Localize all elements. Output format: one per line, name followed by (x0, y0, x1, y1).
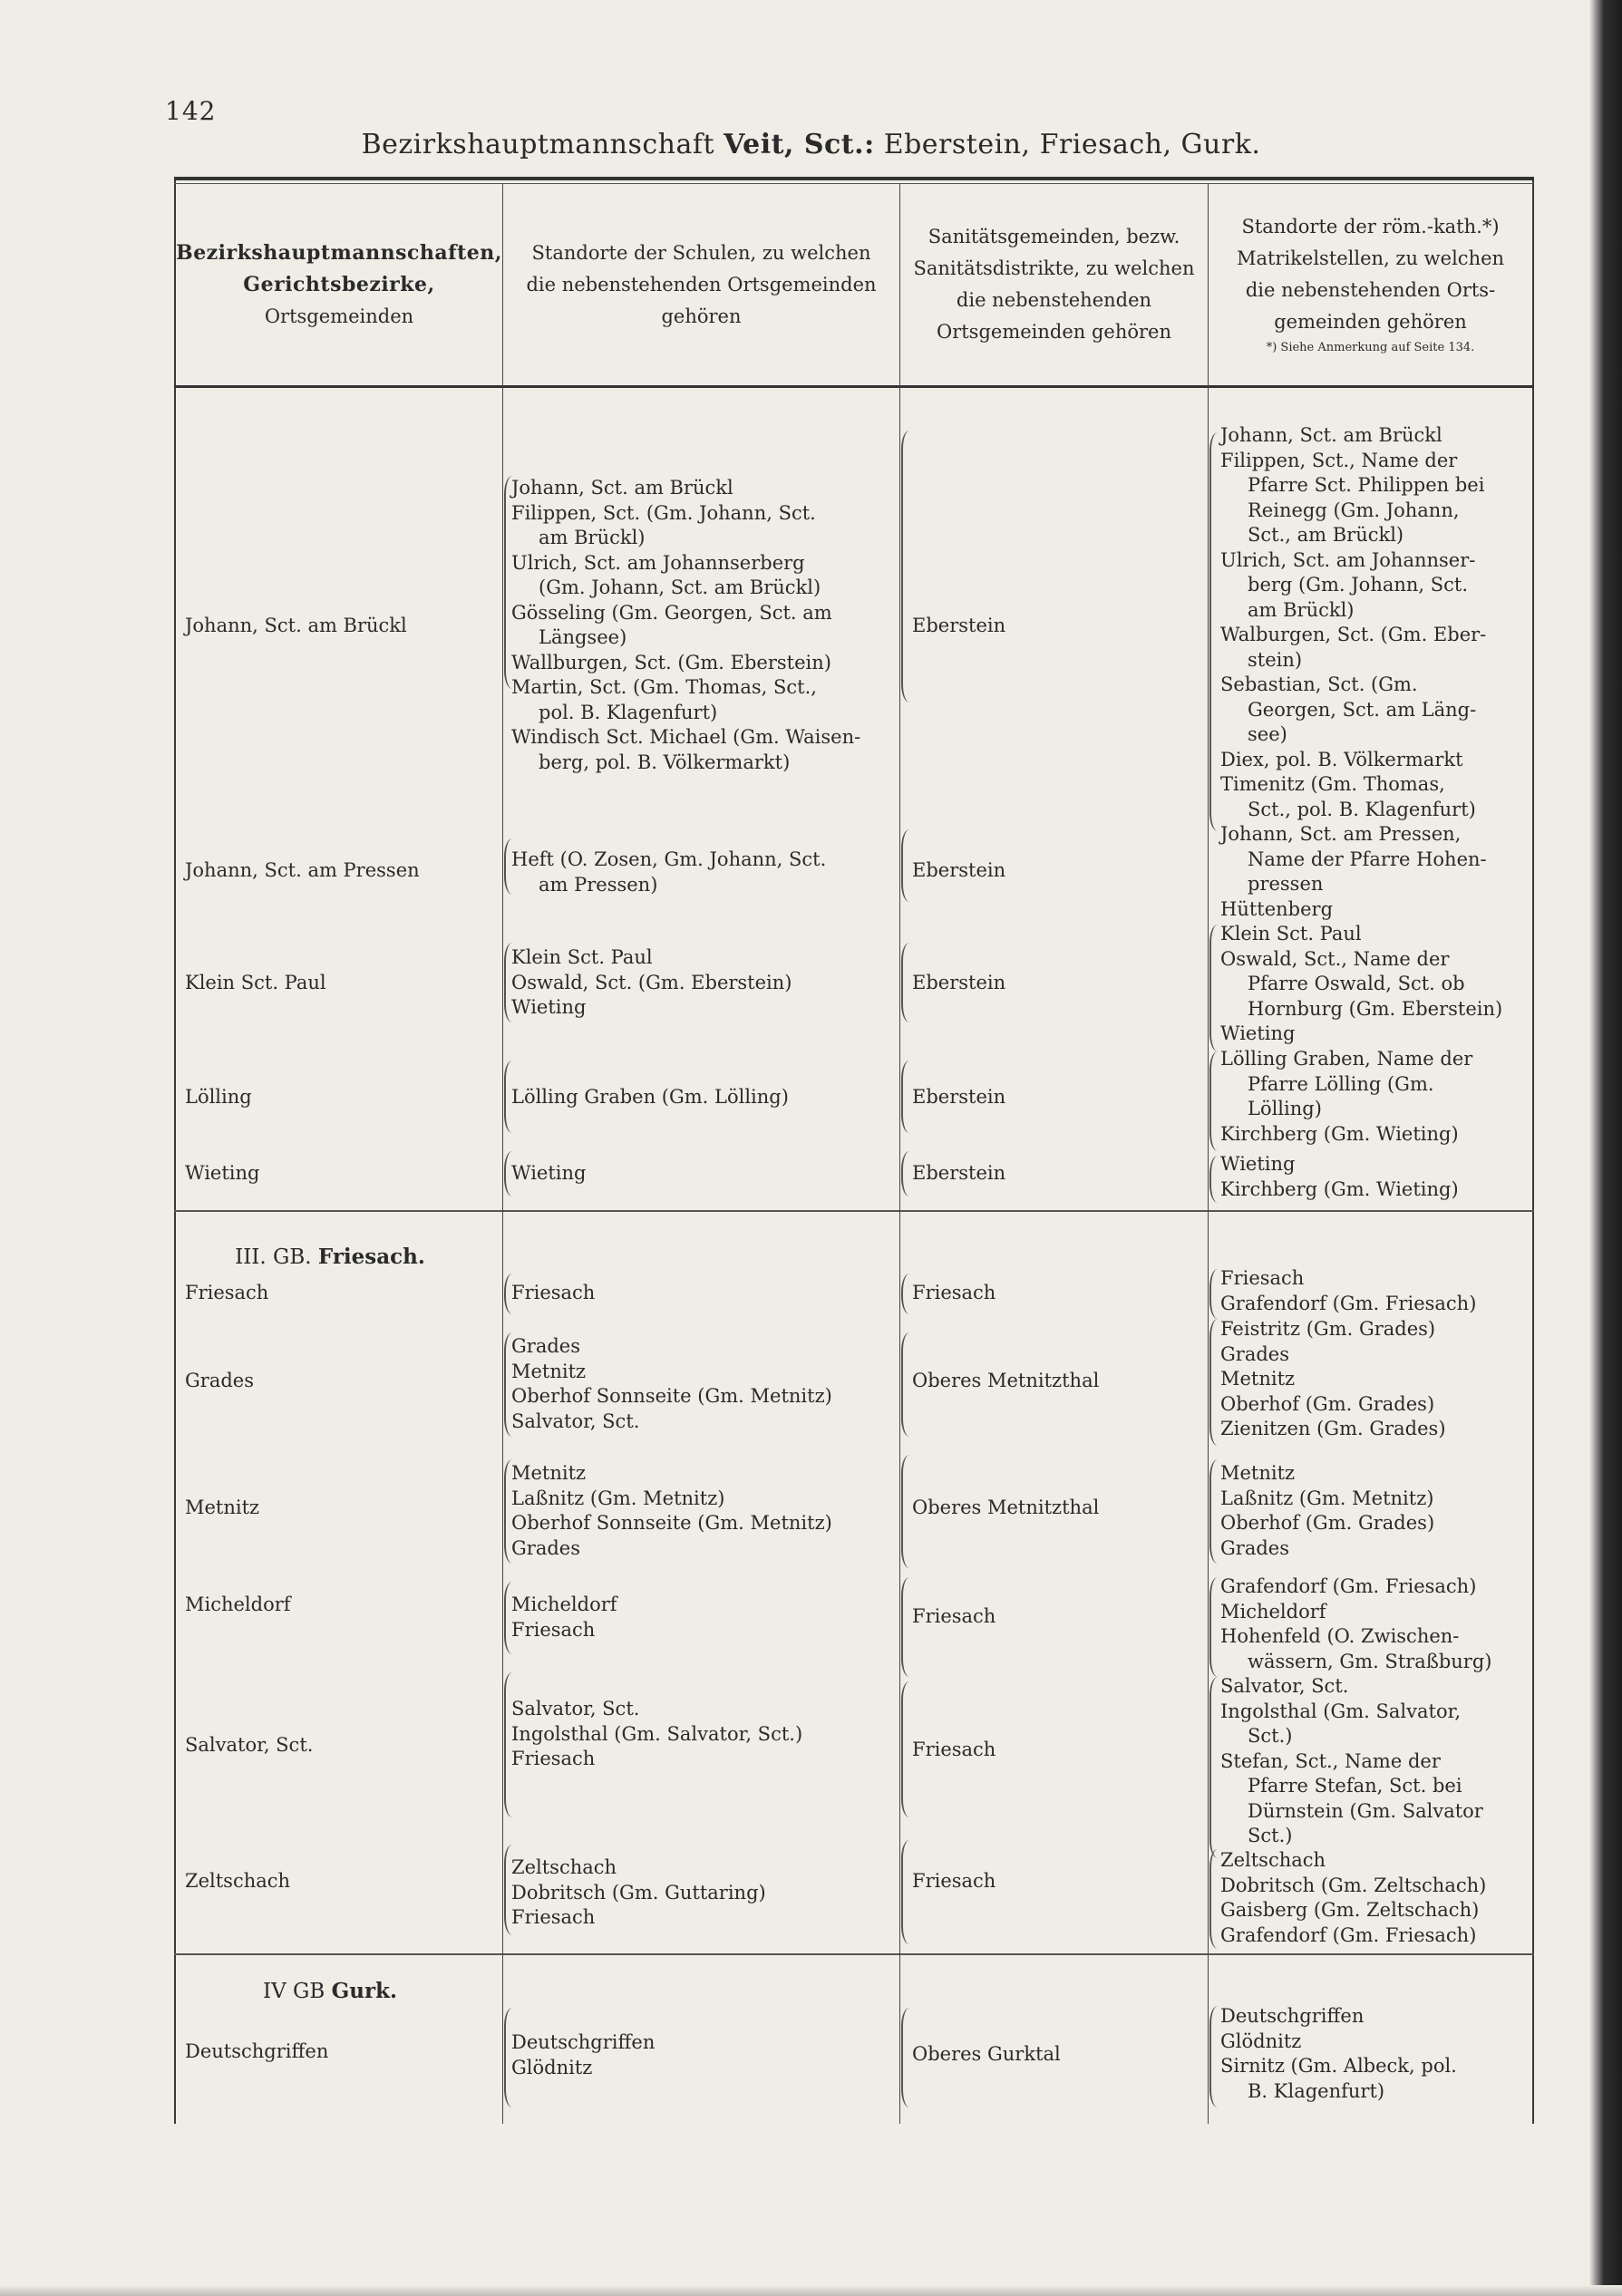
gemeinde-micheldorf: Micheldorf (185, 1594, 291, 1615)
list-item: Windisch Sct. Michael (Gm. Waisen- (511, 726, 861, 748)
list-item: Lölling Graben (Gm. Lölling) (511, 1086, 789, 1108)
gemeinde-friesach: Friesach (185, 1282, 269, 1303)
sanitaet-zeltschach: Friesach (912, 1870, 996, 1892)
sanitaet-wieting: Eberstein (912, 1162, 1006, 1184)
list-item: Wieting (1220, 1153, 1296, 1175)
list-item: Pfarre Lölling (Gm. (1248, 1072, 1434, 1095)
list-item: Georgen, Sct. am Läng- (1248, 698, 1477, 721)
brace-sanitaet-zeltschach (901, 1840, 911, 1944)
list-item: Wieting (511, 996, 587, 1018)
brace-sanitaet-klein-paul (901, 943, 911, 1022)
column-separator-2 (899, 184, 900, 2124)
brace-sanitaet-salvator (901, 1681, 911, 1817)
list-item: Grades (1220, 1342, 1289, 1365)
list-item: Timenitz (Gm. Thomas, (1220, 773, 1445, 795)
list-item: (Gm. Johann, Sct. am Brückl) (539, 576, 821, 598)
list-item: Wieting (511, 1162, 587, 1184)
list-item: am Pressen) (539, 873, 658, 896)
list-item: Sct.) (1248, 1725, 1293, 1747)
list-item: Lölling) (1248, 1098, 1322, 1119)
list-item: Grades (511, 1536, 580, 1559)
list-item: Hohenfeld (O. Zwischen- (1220, 1625, 1460, 1647)
list-item: Johann, Sct. am Brückl (1220, 424, 1442, 446)
list-item: berg (Gm. Johann, Sct. (1248, 574, 1469, 596)
list-item: Wallburgen, Sct. (Gm. Eberstein) (511, 651, 831, 673)
sanitaet-johann-pressen: Eberstein (912, 859, 1006, 881)
brace-matrikel-lolling (1209, 1051, 1219, 1151)
brace-matrikel-grades (1209, 1319, 1219, 1446)
list-item: Dürnstein (Gm. Salvator (1248, 1799, 1483, 1822)
list-item: Ingolsthal (Gm. Salvator, (1220, 1700, 1462, 1722)
sanitaet-klein-paul: Eberstein (912, 972, 1006, 993)
list-item: Metnitz (511, 1462, 587, 1484)
header-col4-line4: gemeinden gehören (1274, 311, 1467, 333)
list-item: Ingolsthal (Gm. Salvator, Sct.) (511, 1722, 803, 1745)
list-item: Salvator, Sct. (511, 1698, 640, 1720)
sanitaet-johann-bruckl: Eberstein (912, 615, 1006, 636)
directory-table (174, 177, 1534, 2124)
brace-sanitaet-wieting (901, 1151, 911, 1196)
list-item: Friesach (511, 1748, 596, 1769)
brace-sanitaet-lolling (901, 1061, 911, 1133)
header-col3-line3: die nebenstehenden (956, 289, 1152, 311)
gemeinde-salvator: Salvator, Sct. (185, 1734, 314, 1756)
section-heading-gurk (185, 1979, 475, 2003)
list-item: Glödnitz (511, 2056, 593, 2078)
gemeinde-klein-paul: Klein Sct. Paul (185, 972, 326, 993)
brace-matrikel-klein-paul (1209, 925, 1219, 1051)
list-item: am Brückl) (1248, 598, 1355, 621)
gemeinde-zeltschach: Zeltschach (185, 1870, 291, 1892)
matrikel-friesach (1220, 1266, 1529, 1316)
list-item: Stefan, Sct., Name der (1220, 1749, 1441, 1772)
list-item: Pfarre Stefan, Sct. bei (1248, 1775, 1462, 1797)
list-item: Glödnitz (1220, 2030, 1302, 2052)
column-separator-1 (502, 184, 503, 2124)
list-item: Zeltschach (511, 1856, 617, 1878)
brace-sanitaet-johann-pressen (901, 829, 911, 902)
list-item: Grades (1220, 1536, 1289, 1559)
section-gurk-bold: Gurk. (331, 1979, 398, 2003)
list-item: Reinegg (Gm. Johann, (1248, 499, 1460, 521)
gemeinde-deutschgriffen: Deutschgriffen (185, 2040, 329, 2062)
section-friesach-prefix: III. GB. (235, 1245, 312, 1269)
brace-sanitaet-friesach (901, 1274, 911, 1314)
gemeinde-lolling: Lölling (185, 1086, 252, 1108)
matrikel-johann-pressen (1220, 822, 1529, 922)
list-item: wässern, Gm. Straßburg) (1248, 1650, 1492, 1672)
list-item: Laßnitz (Gm. Metnitz) (1220, 1487, 1434, 1509)
list-item: Walburgen, Sct. (Gm. Eber- (1220, 624, 1487, 645)
header-col1-line2: Gerichtsbezirke, (243, 272, 435, 296)
section-gurk-prefix: IV GB (262, 1980, 325, 2003)
list-item: Metnitz (511, 1360, 587, 1382)
gemeinde-metnitz: Metnitz (185, 1497, 260, 1518)
list-item: Friesach (1220, 1267, 1305, 1289)
list-item: Pfarre Oswald, Sct. ob (1248, 973, 1465, 994)
list-item: Ulrich, Sct. am Johannserberg (511, 551, 805, 574)
list-item: Friesach (511, 1906, 596, 1928)
list-item: pressen (1248, 873, 1324, 895)
brace-matrikel-salvator (1209, 1677, 1219, 1858)
header-col1-line1: Bezirkshauptmannschaften, (176, 240, 502, 265)
header-col2-line3: gehören (661, 305, 742, 327)
brace-matrikel-wieting (1209, 1156, 1219, 1203)
matrikel-micheldorf (1220, 1574, 1529, 1674)
running-head-rest: Eberstein, Friesach, Gurk. (883, 129, 1261, 160)
brace-sanitaet-grades (901, 1332, 911, 1437)
column-separator-3 (1208, 184, 1209, 2124)
header-col-schulen (503, 184, 899, 385)
header-col4-note: *) Siehe Anmerkung auf Seite 134. (1266, 341, 1475, 354)
list-item: Klein Sct. Paul (1220, 923, 1362, 945)
header-col3-line2: Sanitätsdistrikte, zu welchen (913, 257, 1195, 279)
list-item: Wieting (1220, 1022, 1296, 1044)
brace-sanitaet-johann-bruckl (901, 431, 911, 702)
gemeinde-johann-bruckl: Johann, Sct. am Brückl (185, 615, 407, 636)
header-col3-line4: Ortsgemeinden gehören (936, 321, 1172, 343)
page-number: 142 (165, 96, 217, 126)
running-head-prefix: Bezirkshauptmannschaft (361, 129, 715, 160)
list-item: Friesach (511, 1282, 596, 1303)
matrikel-lolling (1220, 1047, 1529, 1147)
list-item: Deutschgriffen (511, 2031, 656, 2053)
matrikel-zeltschach (1220, 1848, 1529, 1948)
list-item: Sirnitz (Gm. Albeck, pol. (1220, 2055, 1457, 2077)
list-item: Johann, Sct. am Brückl (511, 477, 733, 499)
list-item: Filippen, Sct., Name der (1220, 449, 1458, 471)
list-item: Lölling Graben, Name der (1220, 1048, 1473, 1070)
header-col-matrikel (1209, 184, 1532, 385)
list-item: Hornburg (Gm. Eberstein) (1248, 997, 1503, 1020)
list-item: Johann, Sct. am Pressen, (1220, 823, 1462, 845)
list-item: Sct.) (1248, 1825, 1293, 1846)
list-item: berg, pol. B. Völkermarkt) (539, 751, 791, 773)
list-item: Friesach (511, 1618, 596, 1641)
list-item: Metnitz (1220, 1368, 1296, 1390)
list-item: Oberhof Sonnseite (Gm. Metnitz) (511, 1512, 832, 1534)
list-item: Oberhof (Gm. Grades) (1220, 1512, 1435, 1534)
list-item: Grafendorf (Gm. Friesach) (1220, 1575, 1477, 1597)
page-binding-edge (1589, 0, 1622, 2296)
matrikel-grades (1220, 1317, 1529, 1442)
header-bottom-rule (174, 385, 1534, 388)
brace-sanitaet-micheldorf (901, 1577, 911, 1677)
sanitaet-friesach: Friesach (912, 1282, 996, 1303)
header-col2-line1: Standorte der Schulen, zu welchen (531, 241, 871, 264)
list-item: see) (1248, 723, 1287, 745)
gemeinde-wieting: Wieting (185, 1162, 260, 1184)
header-col4-line2: Matrikelstellen, zu welchen (1236, 247, 1505, 269)
sanitaet-metnitz: Oberes Metnitzthal (912, 1497, 1100, 1518)
matrikel-salvator (1220, 1674, 1529, 1849)
list-item: pol. B. Klagenfurt) (539, 701, 718, 723)
section-rule-friesach (174, 1210, 1534, 1212)
list-item: Laßnitz (Gm. Metnitz) (511, 1487, 725, 1509)
list-item: Ulrich, Sct. am Johannser- (1220, 548, 1476, 571)
list-item: Dobritsch (Gm. Zeltschach) (1220, 1874, 1487, 1896)
header-col2-line2: die nebenstehenden Ortsgemeinden (526, 273, 877, 295)
brace-matrikel-johann-bruckl (1209, 432, 1219, 831)
list-item: Sct., pol. B. Klagenfurt) (1248, 798, 1476, 820)
list-item: Gösseling (Gm. Georgen, Sct. am (511, 601, 832, 624)
list-item: Sct., am Brückl) (1248, 524, 1404, 546)
brace-sanitaet-metnitz (901, 1455, 911, 1568)
list-item: Klein Sct. Paul (511, 946, 653, 968)
list-item: Hüttenberg (1220, 897, 1334, 920)
list-item: Längsee) (539, 626, 627, 648)
header-col3-line1: Sanitätsgemeinden, bezw. (928, 226, 1180, 247)
section-rule-gurk (174, 1953, 1534, 1955)
list-item: Martin, Sct. (Gm. Thomas, Sct., (511, 676, 817, 698)
header-col-gemeinden (176, 184, 502, 385)
brace-matrikel-friesach (1209, 1269, 1219, 1319)
matrikel-klein-paul (1220, 922, 1529, 1047)
matrikel-metnitz (1220, 1461, 1529, 1561)
list-item: Kirchberg (Gm. Wieting) (1220, 1177, 1459, 1200)
brace-sanitaet-deutschgriffen (901, 2008, 911, 2107)
brace-matrikel-zeltschach (1209, 1849, 1219, 1949)
gemeinde-johann-pressen: Johann, Sct. am Pressen (185, 859, 420, 881)
list-item: Kirchberg (Gm. Wieting) (1220, 1122, 1459, 1145)
list-item: Grafendorf (Gm. Friesach) (1220, 1292, 1477, 1314)
sanitaet-salvator: Friesach (912, 1739, 996, 1760)
list-item: B. Klagenfurt) (1248, 2079, 1385, 2102)
list-item: stein) (1248, 648, 1303, 671)
list-item: Deutschgriffen (1220, 2005, 1365, 2027)
matrikel-deutschgriffen (1220, 2004, 1529, 2104)
sanitaet-micheldorf: Friesach (912, 1605, 996, 1627)
list-item: Grafendorf (Gm. Friesach) (1220, 1923, 1477, 1946)
sanitaet-deutschgriffen: Oberes Gurktal (912, 2043, 1061, 2065)
running-head (0, 129, 1622, 160)
list-item: Feistritz (Gm. Grades) (1220, 1318, 1436, 1340)
list-item: Micheldorf (511, 1594, 617, 1615)
list-item: Oswald, Sct. (Gm. Eberstein) (511, 971, 792, 993)
list-item: Micheldorf (1220, 1600, 1326, 1623)
table-top-rule (174, 177, 1534, 180)
list-item: Zienitzen (Gm. Grades) (1220, 1418, 1446, 1439)
header-col1-line3: Ortsgemeinden (264, 305, 414, 327)
list-item: Grades (511, 1335, 580, 1357)
section-heading-friesach (185, 1245, 475, 1269)
header-col4-line3: die nebenstehenden Orts- (1245, 279, 1496, 301)
list-item: Salvator, Sct. (1220, 1675, 1349, 1697)
brace-matrikel-micheldorf (1209, 1577, 1219, 1677)
gemeinde-grades: Grades (185, 1370, 254, 1391)
list-item: Oberhof Sonnseite (Gm. Metnitz) (511, 1385, 832, 1407)
list-item: Heft (O. Zosen, Gm. Johann, Sct. (511, 848, 827, 870)
section-friesach-bold: Friesach. (317, 1245, 425, 1269)
list-item: am Brückl) (539, 527, 646, 548)
list-item: Salvator, Sct. (511, 1410, 640, 1432)
list-item: Zeltschach (1220, 1849, 1326, 1871)
brace-matrikel-metnitz (1209, 1459, 1219, 1564)
list-item: Oswald, Sct., Name der (1220, 947, 1450, 970)
brace-matrikel-deutschgriffen (1209, 2006, 1219, 2107)
list-item: Name der Pfarre Hohen- (1248, 848, 1487, 870)
header-col4-line1: Standorte der röm.-kath.*) (1241, 216, 1500, 237)
matrikel-wieting (1220, 1152, 1529, 1202)
page-bottom-edge (0, 2285, 1622, 2296)
list-item: Sebastian, Sct. (Gm. (1220, 673, 1418, 695)
header-col-sanitaet (900, 184, 1208, 385)
list-item: Dobritsch (Gm. Guttaring) (511, 1881, 766, 1904)
list-item: Filippen, Sct. (Gm. Johann, Sct. (511, 501, 816, 524)
list-item: Gaisberg (Gm. Zeltschach) (1220, 1899, 1480, 1921)
list-item: Diex, pol. B. Völkermarkt (1220, 748, 1463, 770)
running-head-bold: Veit, Sct.: (724, 129, 875, 160)
list-item: Pfarre Sct. Philippen bei (1248, 474, 1485, 496)
list-item: Metnitz (1220, 1462, 1296, 1484)
sanitaet-grades: Oberes Metnitzthal (912, 1370, 1100, 1391)
list-item: Oberhof (Gm. Grades) (1220, 1392, 1435, 1415)
sanitaet-lolling: Eberstein (912, 1086, 1006, 1108)
matrikel-johann-bruckl (1220, 423, 1529, 822)
